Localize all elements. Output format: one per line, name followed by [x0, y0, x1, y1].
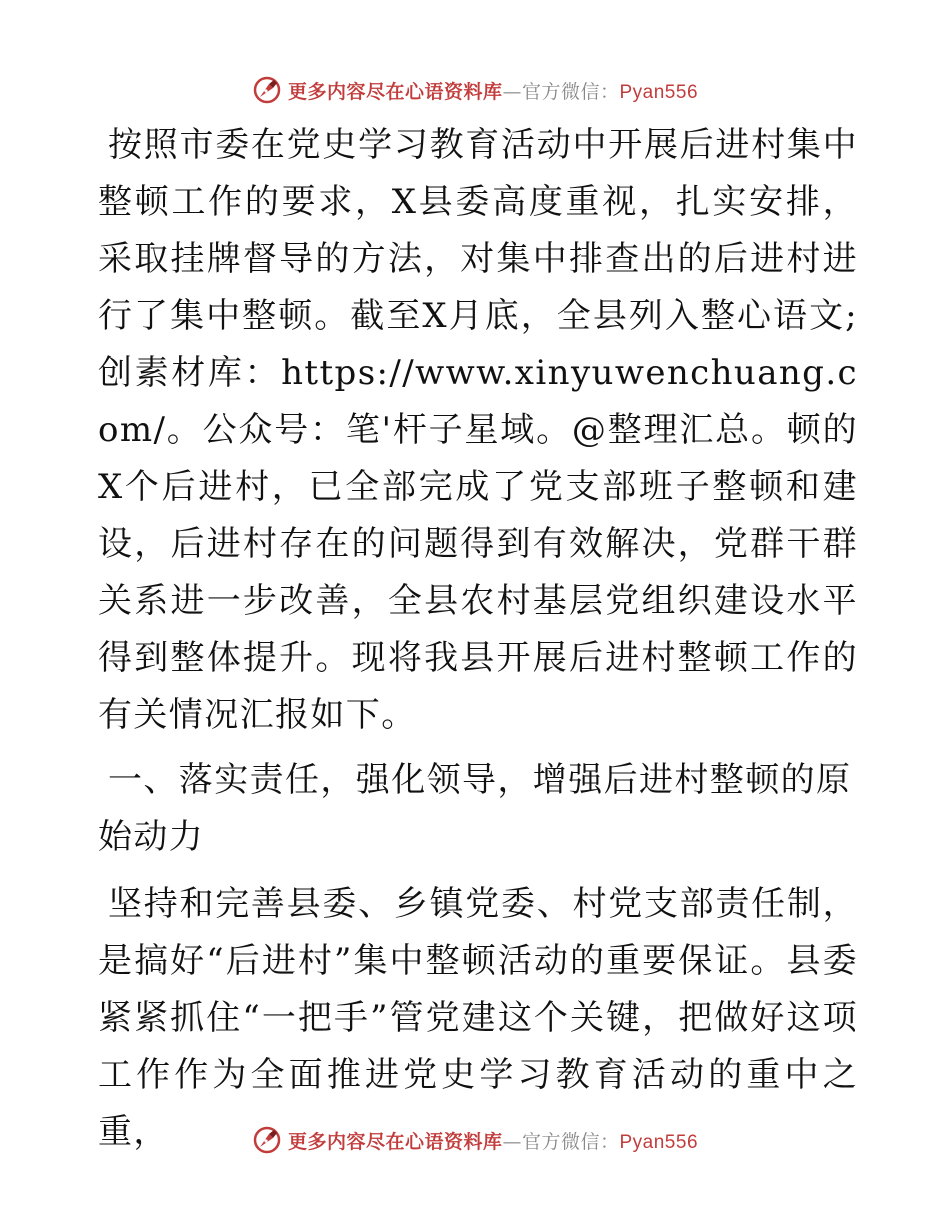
footer-banner: [0, 1120, 950, 1160]
section-heading-1: 一、落实责任，强化领导，增强后进村整顿的原始动力: [98, 760, 852, 857]
pen-nib-logo-icon: [252, 1125, 282, 1155]
paragraph-intro: 按照市委在党史学习教育活动中开展后进村集中整顿工作的要求，X县委高度重视，扎实安排，采取挂牌督导的方法，对集中排查出的后进村进行了集中整顿。截至X月底，全县列入整心语文;创素材库：https://www.xinyuwenchuang.com/。公众号：笔'杆子星域。@整理汇总。顿的X个后进村，已全部完成了党支部班子整顿和建设，后进村存在的问题得到有效解决，党群干群关系进一步改善，全县农村基层党组织建设水平得到整体提升。现将我县开展后进村整顿工作的有关情况汇报如下。: [98, 125, 858, 735]
header-banner: [0, 70, 950, 110]
banner-title: 更多内容尽在心语资料库: [287, 1130, 503, 1153]
banner-official-label: 官方微信：: [521, 1130, 620, 1153]
banner-wechat-id: Pyan556: [619, 81, 699, 103]
pen-nib-logo-icon: [252, 75, 282, 105]
banner-text: [288, 1127, 698, 1154]
paragraph-section-1: 坚持和完善县委、乡镇党委、村党支部责任制，是搞好“后进村”集中整顿活动的重要保证。县委紧紧抓住“一把手”管党建这个关键，把做好这项工作作为全面推进党史学习教育活动的重中之重，: [98, 884, 858, 1152]
document-body: [98, 117, 858, 1161]
banner-wechat-id: Pyan556: [619, 1131, 699, 1153]
banner-dash: —: [502, 80, 522, 103]
banner-title: 更多内容尽在心语资料库: [287, 80, 503, 103]
banner-text: [288, 77, 698, 104]
banner-official-label: 官方微信：: [521, 80, 620, 103]
banner-dash: —: [502, 1130, 522, 1153]
